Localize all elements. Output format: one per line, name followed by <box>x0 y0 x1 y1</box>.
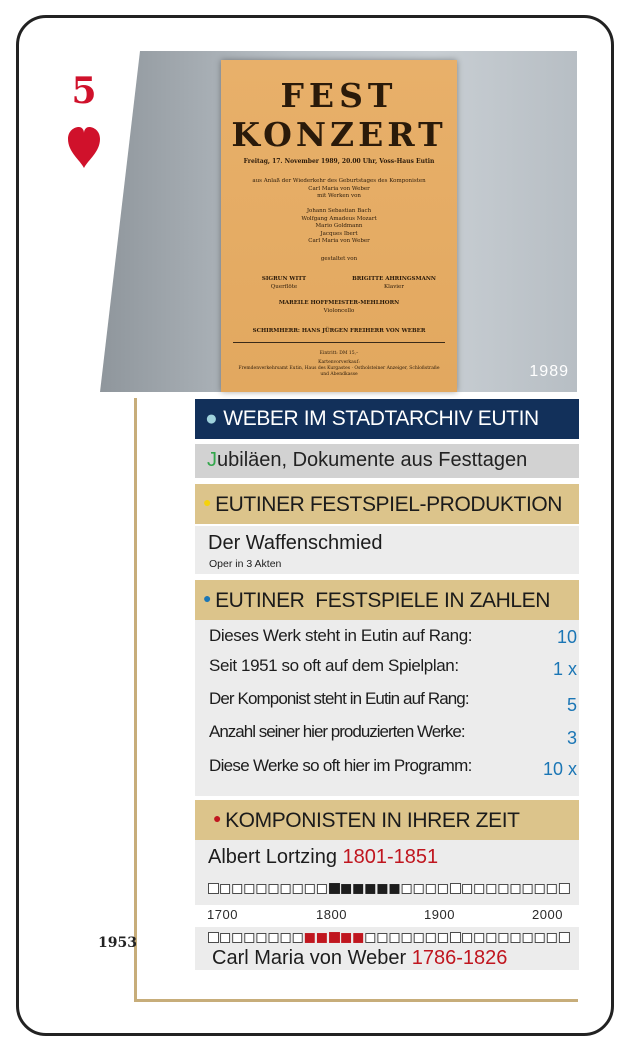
timeline-box <box>487 885 496 894</box>
poster-title-line1: FEST <box>280 76 398 115</box>
poster-composer: Mario Goldmann <box>315 223 363 229</box>
timeline-box <box>402 885 411 894</box>
timeline-box <box>305 885 314 894</box>
composer2 <box>212 947 507 970</box>
timeline-label: 1800 <box>316 907 347 922</box>
subtitle-text: ubiläen, Dokumente aus Festtagen <box>217 449 528 471</box>
timeline-box <box>378 934 387 943</box>
composer1-name: Albert Lortzing <box>208 846 337 868</box>
timeline-box <box>281 934 290 943</box>
stat-label: Seit 1951 so oft auf dem Spielplan: <box>209 656 459 675</box>
timeline-box-active <box>378 885 387 894</box>
composers-header <box>195 800 579 840</box>
timeline-box-active <box>354 934 363 943</box>
timeline-box <box>451 933 461 943</box>
timeline-box <box>547 885 556 894</box>
timeline-box <box>209 933 219 943</box>
weber-subtitle <box>195 444 579 478</box>
composer2-name: Carl Maria von Weber <box>212 947 407 969</box>
timeline-box <box>221 934 230 943</box>
poster-occasion-3: mit Werken von <box>317 193 361 199</box>
timeline-box <box>438 885 447 894</box>
timeline-scale-band <box>195 905 579 927</box>
concert-poster <box>221 60 457 392</box>
heart-icon <box>66 124 102 170</box>
timeline-box <box>523 934 532 943</box>
composer1-timeline <box>208 883 572 895</box>
composer2-years: 1786-1826 <box>411 947 508 969</box>
stat-value: 1 x <box>552 659 577 679</box>
work-title: Der Waffenschmied <box>208 532 383 554</box>
timeline-box <box>499 885 508 894</box>
timeline-box <box>438 934 447 943</box>
timeline-box-active <box>317 934 326 943</box>
work-subtitle: Oper in 3 Akten <box>209 558 282 570</box>
poster-occasion-1: aus Anlaß der Wiederkehr des Geburtstages des Komponisten <box>252 178 426 184</box>
poster-patron: SCHIRMHERR: HANS JÜRGEN FREIHERR VON WEBER <box>252 328 426 334</box>
timeline-box <box>487 934 496 943</box>
poster-performer1-role: Querflöte <box>270 284 298 290</box>
weber-title: WEBER IM STADTARCHIV EUTIN <box>223 407 539 430</box>
bullet-icon: ● <box>203 494 212 510</box>
poster-photo <box>100 51 577 392</box>
timeline-box <box>559 884 569 894</box>
timeline-box <box>463 885 472 894</box>
side-year: 1953 <box>98 935 137 951</box>
timeline-box <box>511 934 520 943</box>
timeline-box <box>257 885 266 894</box>
poster-footer: Eintritt: DM 15,– <box>319 351 359 356</box>
timeline-box <box>317 885 326 894</box>
subtitle-initial: J <box>207 449 217 471</box>
poster-performer3-name: MAREILE HOFFMEISTER-MEHLHORN <box>278 300 400 306</box>
photo-year: 1989 <box>529 363 569 380</box>
timeline-box <box>221 885 230 894</box>
composer2-timeline <box>208 932 572 944</box>
production-header <box>195 484 579 524</box>
poster-composer: Wolfgang Amadeus Mozart <box>301 215 377 222</box>
poster-performer2-role: Klavier <box>384 284 404 290</box>
timeline-box <box>475 885 484 894</box>
bullet-icon: ● <box>205 407 218 430</box>
timeline-box <box>245 934 254 943</box>
stat-label: Dieses Werk steht in Eutin auf Rang: <box>209 626 473 645</box>
gold-vertical-line <box>134 398 137 1002</box>
timeline-label: 1900 <box>424 907 455 922</box>
timeline-label: 2000 <box>532 907 563 922</box>
poster-performer2-name: BRIGITTE AHRINGSMANN <box>352 276 436 282</box>
production-title: EUTINER FESTSPIEL-PRODUKTION <box>215 493 563 516</box>
timeline-label: 1700 <box>207 907 238 922</box>
timeline-box <box>426 885 435 894</box>
poster-performed-by: gestaltet von <box>320 256 358 262</box>
stat-value: 5 <box>566 695 577 715</box>
timeline-box-active <box>342 885 351 894</box>
timeline-box <box>414 934 423 943</box>
stat-label: Anzahl seiner hier produzierten Werke: <box>209 722 465 741</box>
stats-title: EUTINER FESTSPIELE IN ZAHLEN <box>215 589 551 612</box>
gold-horizontal-line <box>134 999 578 1002</box>
card-rank: 5 <box>71 70 97 112</box>
bullet-icon: ● <box>213 810 222 826</box>
timeline-box <box>463 934 472 943</box>
timeline-box <box>523 885 532 894</box>
timeline-box-active <box>390 885 399 894</box>
poster-composer: Jacques Ibert <box>320 230 358 237</box>
timeline-box <box>451 884 461 894</box>
timeline-box-active <box>366 885 375 894</box>
poster-occasion-2: Carl Maria von Weber <box>308 185 370 192</box>
composer1-years: 1801-1851 <box>342 846 439 868</box>
timeline-box <box>499 934 508 943</box>
bullet-icon: ● <box>203 590 212 606</box>
timeline-box <box>209 884 219 894</box>
timeline-box <box>414 885 423 894</box>
poster-rule <box>233 342 445 343</box>
timeline-box <box>390 934 399 943</box>
timeline-box <box>366 934 375 943</box>
composers-title: KOMPONISTEN IN IHRER ZEIT <box>225 809 520 832</box>
stat-value: 3 <box>566 728 577 748</box>
weber-header <box>195 399 579 439</box>
stat-value: 10 x <box>542 759 577 779</box>
poster-date: Freitag, 17. November 1989, 20.00 Uhr, Voss-Haus Eutin <box>243 158 435 165</box>
stat-label: Der Komponist steht in Eutin auf Rang: <box>209 689 469 708</box>
timeline-box <box>233 885 242 894</box>
timeline-box <box>559 933 569 943</box>
timeline-box <box>257 934 266 943</box>
composer1 <box>208 846 438 869</box>
timeline-box <box>281 885 290 894</box>
poster-title-line2: KONZERT <box>231 115 447 154</box>
poster-footer: und Abendkasse <box>320 372 358 377</box>
timeline-box <box>245 885 254 894</box>
timeline-box <box>269 934 278 943</box>
timeline-box <box>547 934 556 943</box>
timeline-box <box>269 885 278 894</box>
timeline-box-active <box>342 934 351 943</box>
timeline-box <box>293 934 302 943</box>
timeline-box <box>402 934 411 943</box>
timeline-box <box>233 934 242 943</box>
timeline-box <box>511 885 520 894</box>
timeline-box-active <box>305 934 314 943</box>
poster-performer1-name: SIGRUN WITT <box>261 276 307 282</box>
timeline-box-active <box>354 885 363 894</box>
stat-label: Diese Werke so oft hier im Programm: <box>209 756 472 775</box>
poster-composer: Carl Maria von Weber <box>308 238 370 244</box>
timeline-box <box>475 934 484 943</box>
poster-performer3-role: Violoncello <box>323 308 355 314</box>
poster-footer: Fremdenverkehrsamt Eutin, Haus des Kurgastes · Ostholsteiner Anzeiger, Schloßstraße <box>238 366 440 371</box>
timeline-box <box>535 885 544 894</box>
timeline-box <box>293 885 302 894</box>
timeline-box-active <box>330 884 340 894</box>
stat-value: 10 <box>556 627 577 647</box>
poster-composer: Johann Sebastian Bach <box>306 208 372 214</box>
stats-header <box>195 580 579 620</box>
timeline-box-active <box>330 933 340 943</box>
timeline-box <box>426 934 435 943</box>
timeline-box <box>535 934 544 943</box>
poster-footer: Kartenvorverkauf: <box>318 360 360 365</box>
